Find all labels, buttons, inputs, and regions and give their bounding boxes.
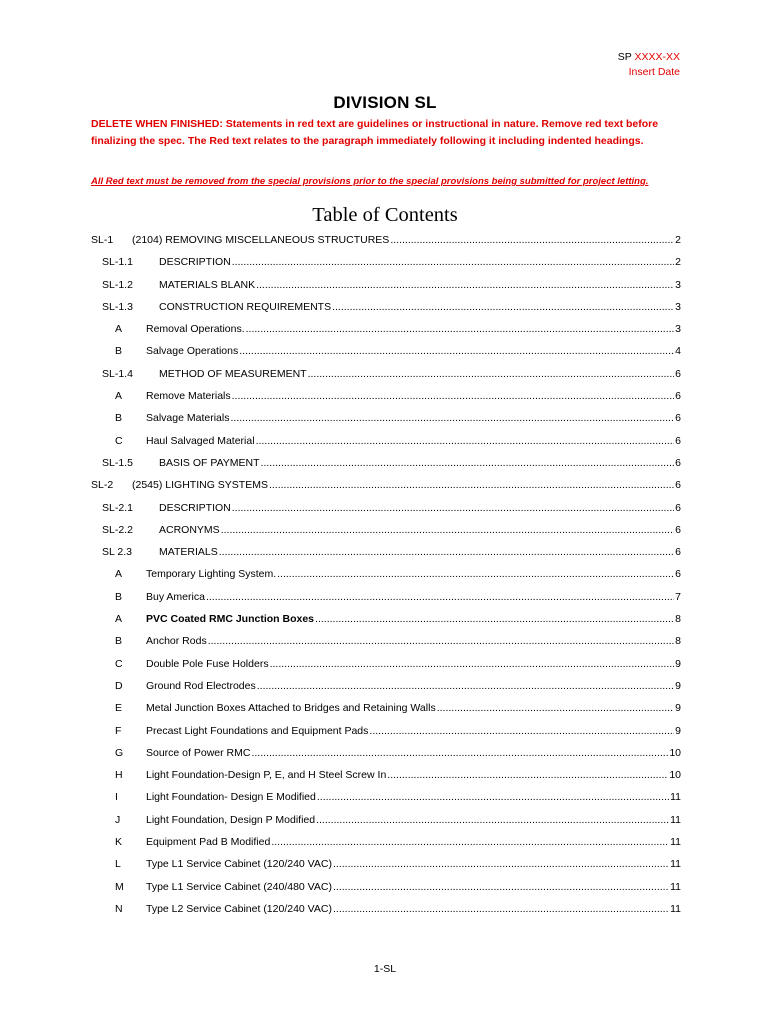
toc-entry-page: 10 [669,746,681,759]
toc-entry-page: 4 [675,345,681,358]
toc-entry[interactable] [91,452,681,474]
toc-dot-leader [308,363,675,385]
toc-entry-label: Light Foundation- Design E Modified [146,791,316,804]
toc-entry[interactable] [91,385,681,407]
toc-entry-label: Temporary Lighting System. [146,568,277,581]
toc-dot-leader [390,229,674,251]
toc-entry[interactable] [91,274,681,296]
toc-entry-number: A [115,390,123,403]
toc-dot-leader [206,586,674,608]
toc-entry-page: 11 [670,858,681,871]
toc-entry-page: 6 [675,546,681,559]
toc-entry-page: 3 [675,278,681,291]
toc-entry-number: C [115,657,123,670]
toc-entry-label: Salvage Materials [146,412,230,425]
toc-dot-leader [270,653,675,675]
toc-entry-label: Type L1 Service Cabinet (240/480 VAC) [146,880,332,893]
toc-dot-leader [221,519,674,541]
toc-entry-label: Buy America [146,590,205,603]
toc-entry-label: BASIS OF PAYMENT [159,456,260,469]
toc-entry-label: Removal Operations. [146,323,245,336]
spec-code: XXXX-XX [634,51,680,63]
toc-entry-number: SL-2.2 [102,523,133,536]
toc-entry[interactable] [91,786,681,808]
toc-entry-page: 9 [675,657,681,670]
toc-entry-number: M [115,880,124,893]
toc-entry[interactable] [91,586,681,608]
red-warning-note: All Red text must be removed from the special provisions prior to the special provisions being submitted for project letting. [91,176,649,187]
red-instruction-note: DELETE WHEN FINISHED: Statements in red text are guidelines or instructional in nature. Remove red text before finalizing the spec. The Red text relates to the paragraph immediately following it including indented headings. [91,118,659,147]
toc-entry-number: SL-2.1 [102,501,133,514]
toc-entry-number: L [115,858,121,871]
toc-entry-number: J [115,813,121,826]
table-of-contents [91,229,681,920]
toc-entry-label: MATERIALS [159,546,218,559]
toc-entry-label: (2545) LIGHTING SYSTEMS [132,479,268,492]
toc-entry-label: PVC Coated RMC Junction Boxes [146,613,315,626]
toc-entry-page: 3 [675,323,681,336]
toc-dot-leader [230,407,674,429]
toc-entry-page: 3 [675,300,681,313]
toc-entry-page: 8 [675,635,681,648]
toc-dot-leader [257,675,674,697]
toc-dot-leader [317,786,669,808]
toc-dot-leader [269,474,674,496]
toc-entry-page: 7 [675,590,681,603]
toc-entry-number: D [115,679,123,692]
toc-entry-number: G [115,746,124,759]
toc-title: Table of Contents [312,204,458,226]
toc-dot-leader [261,452,675,474]
toc-entry-page: 6 [675,523,681,536]
toc-dot-leader [208,630,674,652]
toc-dot-leader [369,720,674,742]
toc-entry-number: B [115,635,123,648]
toc-entry[interactable] [91,251,681,273]
toc-entry-page: 8 [675,613,681,626]
toc-entry[interactable] [91,340,681,362]
toc-entry-label: Type L1 Service Cabinet (120/240 VAC) [146,858,332,871]
toc-dot-leader [387,764,668,786]
toc-entry[interactable] [91,675,681,697]
toc-entry-number: SL-1 [91,234,114,246]
toc-dot-leader [316,809,669,831]
toc-entry-label: Anchor Rods [146,635,207,648]
toc-entry[interactable] [91,474,681,496]
toc-entry-page: 10 [669,769,681,782]
toc-entry-label: Precast Light Foundations and Equipment Pads [146,724,369,737]
toc-entry-number: I [115,791,118,804]
toc-entry-page: 6 [675,367,681,380]
division-title: DIVISION SL [333,93,437,112]
toc-entry-number: B [115,345,123,358]
toc-entry-number: C [115,434,123,447]
toc-entry[interactable] [91,809,681,831]
toc-entry[interactable] [91,497,681,519]
toc-entry-label: Equipment Pad B Modified [146,836,271,849]
toc-entry-number: H [115,769,123,782]
toc-entry-page: 6 [675,501,681,514]
toc-entry-number: B [115,590,123,603]
toc-entry-label: Remove Materials [146,390,231,403]
toc-entry-page: 6 [675,479,681,492]
toc-entry-page: 6 [675,412,681,425]
toc-entry-label: METHOD OF MEASUREMENT [159,367,307,380]
toc-entry-page: 2 [675,234,681,246]
toc-entry-number: A [115,568,123,581]
toc-entry-number: SL-1.2 [102,278,133,291]
toc-entry-page: 9 [675,679,681,692]
toc-entry-label: (2104) REMOVING MISCELLANEOUS STRUCTURES [132,234,390,246]
toc-entry[interactable] [91,630,681,652]
toc-entry-page: 6 [675,568,681,581]
toc-entry[interactable] [91,697,681,719]
toc-entry-page: 9 [675,724,681,737]
page-footer: 1-SL [373,963,397,975]
toc-entry-number: SL 2.3 [102,546,132,559]
toc-entry-page: 11 [670,791,681,804]
toc-dot-leader [256,430,675,452]
toc-entry-page: 6 [675,434,681,447]
toc-entry-number: SL-1.5 [102,456,133,469]
page-header [618,50,680,80]
toc-entry-page: 2 [675,256,681,269]
toc-entry-label: Ground Rod Electrodes [146,679,256,692]
toc-entry[interactable] [91,296,681,318]
toc-entry-number: SL-1.4 [102,367,133,380]
toc-entry[interactable] [91,608,681,630]
toc-entry[interactable] [91,853,681,875]
toc-entry[interactable] [91,653,681,675]
toc-entry[interactable] [91,764,681,786]
toc-entry[interactable] [91,407,681,429]
toc-dot-leader [246,318,675,340]
toc-entry-page: 11 [670,813,681,826]
toc-entry-number: SL-1.3 [102,300,133,313]
toc-entry-label: Haul Salvaged Material [146,434,255,447]
toc-entry-label: Salvage Operations [146,345,239,358]
toc-dot-leader [232,497,674,519]
toc-dot-leader [437,697,674,719]
toc-entry[interactable] [91,898,681,920]
toc-dot-leader [271,831,669,853]
toc-entry-label: Double Pole Fuse Holders [146,657,269,670]
spec-prefix: SP [617,51,635,63]
toc-dot-leader [333,853,669,875]
toc-entry[interactable] [91,430,681,452]
toc-entry-number: N [115,902,123,915]
toc-entry[interactable] [91,831,681,853]
toc-entry-number: E [115,702,123,715]
toc-dot-leader [239,340,674,362]
toc-dot-leader [333,898,669,920]
toc-dot-leader [256,274,674,296]
toc-entry-page: 6 [675,456,681,469]
toc-entry-number: B [115,412,123,425]
toc-entry-number: A [115,613,123,626]
toc-entry[interactable] [91,563,681,585]
toc-entry[interactable] [91,541,681,563]
toc-dot-leader [332,296,674,318]
toc-entry[interactable] [91,519,681,541]
spec-code-line [618,50,680,65]
toc-entry-label: Light Foundation, Design P Modified [146,813,316,826]
toc-dot-leader [232,251,674,273]
toc-entry-label: DESCRIPTION [159,501,231,514]
toc-entry-number: SL-1.1 [102,256,133,269]
toc-entry-page: 9 [675,702,681,715]
toc-entry-number: K [115,836,123,849]
insert-date: Insert Date [628,66,680,78]
toc-entry-label: MATERIALS BLANK [159,278,256,291]
toc-entry[interactable] [91,876,681,898]
toc-entry-label: Metal Junction Boxes Attached to Bridges and Retaining Walls [146,702,436,715]
toc-entry[interactable] [91,318,681,340]
toc-dot-leader [219,541,674,563]
toc-entry-page: 11 [670,902,681,915]
toc-entry-label: ACRONYMS [159,523,220,536]
toc-entry-page: 11 [670,836,681,849]
toc-entry-label: Light Foundation-Design P, E, and H Steel Screw In [146,769,387,782]
toc-entry-page: 11 [670,880,681,893]
toc-entry-page: 6 [675,390,681,403]
toc-dot-leader [251,742,668,764]
toc-entry-label: DESCRIPTION [159,256,231,269]
toc-entry-number: SL-2 [91,479,114,492]
toc-entry-label: Source of Power RMC [146,746,251,759]
toc-entry[interactable] [91,229,681,251]
toc-entry[interactable] [91,742,681,764]
toc-entry[interactable] [91,363,681,385]
toc-entry-label: CONSTRUCTION REQUIREMENTS [159,300,332,313]
toc-dot-leader [232,385,675,407]
toc-entry[interactable] [91,720,681,742]
toc-entry-number: F [115,724,122,737]
toc-entry-number: A [115,323,123,336]
toc-dot-leader [277,563,674,585]
toc-dot-leader [315,608,674,630]
toc-dot-leader [333,876,669,898]
toc-entry-label: Type L2 Service Cabinet (120/240 VAC) [146,902,332,915]
